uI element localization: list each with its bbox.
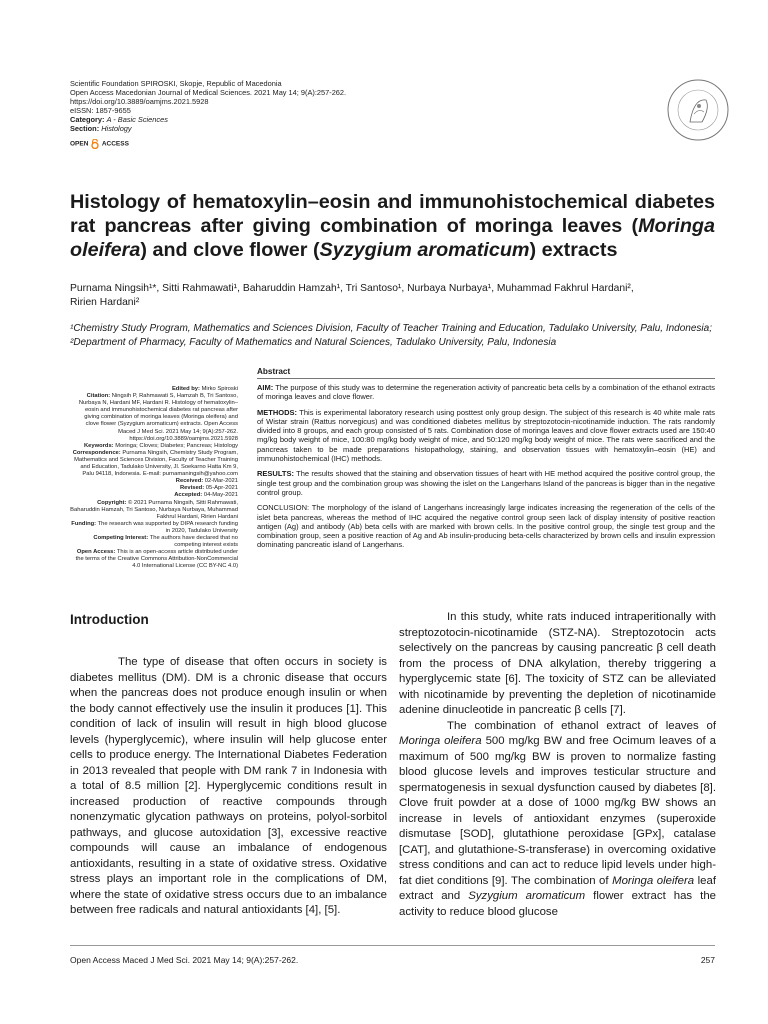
- metadata-entry: Received: 02-Mar-2021: [175, 478, 238, 485]
- metadata-entry: Open Access: This is an open-access article distributed under the terms of the Creative Commons Attribution-NonCommercial 4.0 International License (CC BY-NC 4.0): [75, 549, 238, 570]
- foundation-seal-logo: [666, 78, 730, 142]
- abstract-heading: Abstract: [257, 367, 291, 376]
- eissn: eISSN: 1857-9655: [70, 106, 131, 116]
- metadata-entry: Funding: The research was supported by DIPA research funding in 2020, Tadulako University: [71, 520, 238, 534]
- abstract-aim: AIM: The purpose of this study was to determine the regeneration activity of pancreatic beta cells by a combination of the ethanol extracts of moringa leaves and clove flower.: [257, 383, 716, 402]
- abstract-conclusion: CONCLUSION: The morphology of the island of Langerhans increasingly large indicates increasing the regeneration of the cells of the islet beta pancreas, whereas the method of IHC acquired the negative control group seen lack of display intensity of positive reaction antigen (Ag) and antibody (Ab) beta cells with are marked with brown cells. In the positive control group, the single test group and the combination group, seen a positive reaction of Ag and Ab insulin-producing beta-cells characterized by brown cells and insulin expression dominating pancreatic island of Langerhans.: [257, 503, 715, 550]
- footer-divider: [70, 945, 715, 946]
- paragraph: The type of disease that often occurs in society is diabetes mellitus (DM). DM is a chronic disease that occurs when the pancreas does not produce enough insulin or when the body cannot effectively use the insulin it produces [1]. This condition of lack of insulin will result in high blood glucose levels (hyperglycemic), where insulin will help glucose enter cells to produce energy. The International Diabetes Federation in 2013 revealed that people with DM rank 7 in Indonesia with a total of 8.5 million [2]. Hyperglycemic conditions result in increased production of reactive compounds through nonenzymatic glycation pathways on proteins, polyol-sorbitol pathways, and glucose autoxidation [3], excessive reactive compounds will cause an imbalance of endogenous antioxidants, resulting in a state of oxidative stress. Oxidative stress plays an important role in the complications of DM, where the state of oxidative stress occurs due to an imbalance between free radicals and natural antioxidants [4], [5].: [70, 656, 387, 916]
- category-line: Category: A - Basic Sciences: [70, 115, 168, 125]
- abstract-body: [257, 383, 715, 556]
- abstract-results: RESULTS: The results showed that the staining and observation tissues of heart with HE method acquired the positive control group, the single test group and the combination group was showing the islet on the Langerhans Island of the pancreas is bigger than in the negative control group.: [257, 469, 715, 497]
- abstract-methods: METHODS: This is experimental laboratory research using posttest only group design. The subject of this research is 40 white male rats of Wistar strain (Rattus norvegicus) and was conditioned diabetes mellitus by streptozotocin-nicotinamide induction. The rats randomly divided into 8 groups, and each group consisted of 5 rats. Combination dose of moringa leaves and clove flower extracts used are 150:40 mg/kg body weight of mice, 100:80 mg/kg body weight of mice, and 50:120 mg/kg body weight of mice. The rats were sacrificed and the pancreas taken to be made preparations histopathology, staining, and observation tissues with hematoxylin–eosin (HE) and immunohistochemical (IHC) methods.: [257, 407, 715, 464]
- abstract-divider: [257, 378, 715, 379]
- journal-header: [70, 79, 490, 134]
- paragraph: In this study, white rats induced intraperitionally with streptozotocin-nicotinamide (STZ-NA). Streptozotocin acts selectively on the pancreas by causing pancreatic β cell death from the process of DNA alkylation, thereby triggering a hyperglycemic state [6]. The toxicity of STZ can be alleviated with nicotinamide by preventing the depletion of nicotinamide adenine dinucleotide in pancreatic β cells [7].: [399, 611, 716, 716]
- footer-citation: Open Access Maced J Med Sci. 2021 May 14; 9(A):257-262.: [70, 955, 299, 965]
- metadata-entry: Revised: 05-Apr-2021: [179, 485, 238, 492]
- open-access-badge: OPEN ACCESS: [70, 140, 129, 148]
- open-lock-icon: [91, 139, 99, 149]
- body-column-right: [399, 610, 716, 920]
- affiliations: ¹Chemistry Study Program, Mathematics and Sciences Division, Faculty of Teacher Training and Education, Tadulako University, Palu, Indonesia; ²Department of Pharmacy, Faculty of Mathematics and Natural Sciences, Tadulako University, Palu, Indonesia: [70, 323, 712, 348]
- body-column-left: [70, 655, 387, 919]
- introduction-heading: Introduction: [70, 612, 149, 627]
- metadata-entry: Competing Interest: The authors have declared that no competing interest exists: [93, 534, 238, 549]
- journal-line: Open Access Macedonian Journal of Medical Sciences. 2021 May 14; 9(A):257-262.: [70, 88, 347, 98]
- metadata-entry: Copyright: © 2021 Purnama Ningsih, Sitti Rahmawati, Baharuddin Hamzah, Tri Santoso, Nurbaya Nurbaya, Muhammad Fakhrul Hardani, Ririen Hardani: [70, 499, 238, 520]
- author-list: Purnama Ningsih¹*, Sitti Rahmawati¹, Baharuddin Hamzah¹, Tri Santoso¹, Nurbaya Nurbaya¹, Muhammad Fakhrul Hardani², Ririen Hardani²: [70, 283, 634, 308]
- metadata-entry: Accepted: 04-May-2021: [174, 492, 238, 499]
- article-title: Histology of hematoxylin–eosin and immunohistochemical diabetes rat pancreas after giving combination of moringa leaves (Moringa oleifera) and clove flower (Syzygium aromaticum) extracts: [70, 191, 715, 261]
- article-metadata-sidebar: [70, 386, 238, 570]
- metadata-entry: Edited by: Mirko Spiroski: [171, 386, 238, 392]
- doi-link[interactable]: https://doi.org/10.3889/oamjms.2021.5928: [70, 97, 209, 107]
- metadata-entry: Correspondence: Purnama Ningsih, Chemistry Study Program, Mathematics and Sciences Division, Faculty of Teacher Training and Education, Tadulako University, Jl. Soekarno Hatta Km 9, Palu 94118, Indonesia. E-mail: purnamaningsih@yahoo.com: [72, 449, 238, 478]
- paragraph: The combination of ethanol extract of leaves of Moringa oleifera 500 mg/kg BW and free Ocimum leaves of a maximum of 500 mg/kg BW is proven to normalize fasting blood glucose levels and improves testicular structure and spermatogenesis in sexual dysfunction caused by diabetes [8]. Clove fruit powder at a dose of 1000 mg/kg BW shows an increase in levels of antioxidant enzymes (superoxide dismutase [SOD], glutathione peroxidase [GPx], catalase [CAT], and glutathione-S-transferase) in overcoming oxidative stress conditions and can act to reduce lipid levels under high-fat diet conditions [9]. The combination of Moringa oleifera leaf extract and Syzygium aromaticum flower extract has the activity to reduce blood glucose: [399, 719, 716, 918]
- metadata-entry: Keywords: Moringa; Cloves; Diabetes; Pancreas; Histology: [83, 442, 238, 449]
- metadata-entry: Citation: Ningsih P, Rahmawati S, Hamzah B, Tri Santoso, Nurbaya N, Hardani MF, Hardani R. Histology of hematoxylin–eosin and immunohistochemical diabetes rat pancreas after giving combination of moringa leaves (Moringa oleifera) and clove flower (Syzygium aromaticum) extracts. Open Access Maced J Med Sci. 2021 May 14; 9(A):257-262. https://doi.org/10.3889/oamjms.2021.5928: [78, 393, 238, 442]
- section-line: Section: Histology: [70, 124, 132, 134]
- publisher-line: Scientific Foundation SPIROSKI, Skopje, Republic of Macedonia: [70, 79, 282, 88]
- page-number: 257: [700, 955, 715, 965]
